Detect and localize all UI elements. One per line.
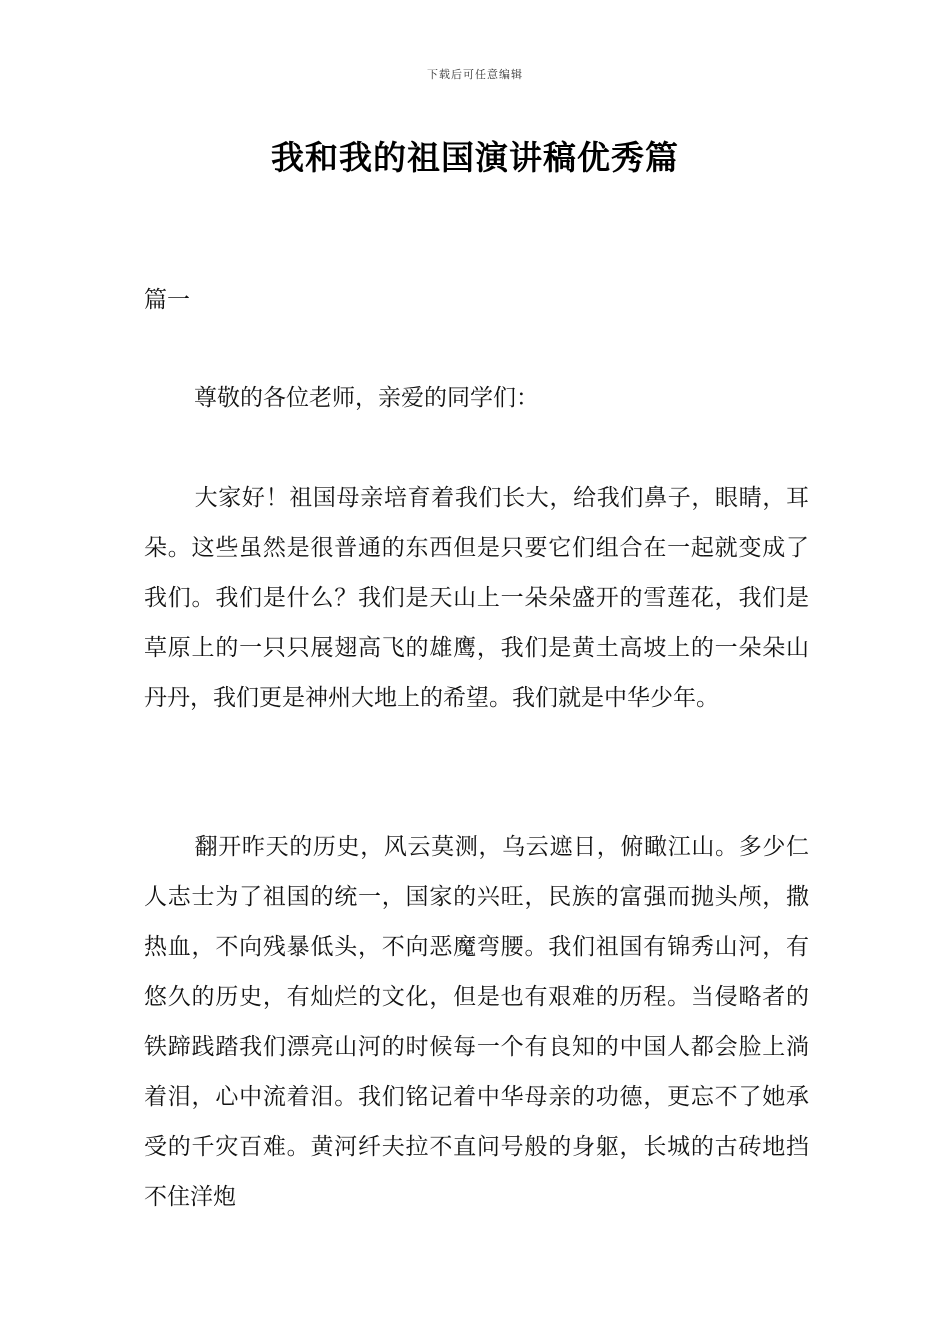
salutation: 尊敬的各位老师，亲爱的同学们：	[194, 385, 539, 411]
body-paragraph-1: 大家好！祖国母亲培育着我们长大，给我们鼻子，眼睛，耳朵。这些虽然是很普通的东西但是只要它们组合在一起就变成了我们。我们是什么？我们是天山上一朵朵盛开的雪莲花，我们是草原上的一只只展翅高飞的雄鹰，我们是黄土高坡上的一朵朵山丹丹，我们更是神州大地上的希望。我们就是中华少年。	[144, 485, 809, 711]
header-note: 下载后可任意编辑	[427, 68, 523, 81]
document-title: 我和我的祖国演讲稿优秀篇	[271, 138, 679, 177]
body-paragraph-2: 翻开昨天的历史，风云莫测，乌云遮日，俯瞰江山。多少仁人志士为了祖国的统一，国家的兴旺，民族的富强而抛头颅，撒热血，不向残暴低头，不向恶魔弯腰。我们祖国有锦秀山河，有悠久的历史，有灿烂的文化，但是也有艰难的历程。当侵略者的铁蹄践踏我们漂亮山河的时候每一个有良知的中国人都会脸上淌着泪，心中流着泪。我们铭记着中华母亲的功德，更忘不了她承受的千灾百难。黄河纤夫拉不直问号般的身躯，长城的古砖地挡不住洋炮	[144, 834, 809, 1210]
section-label: 篇一	[144, 287, 190, 313]
